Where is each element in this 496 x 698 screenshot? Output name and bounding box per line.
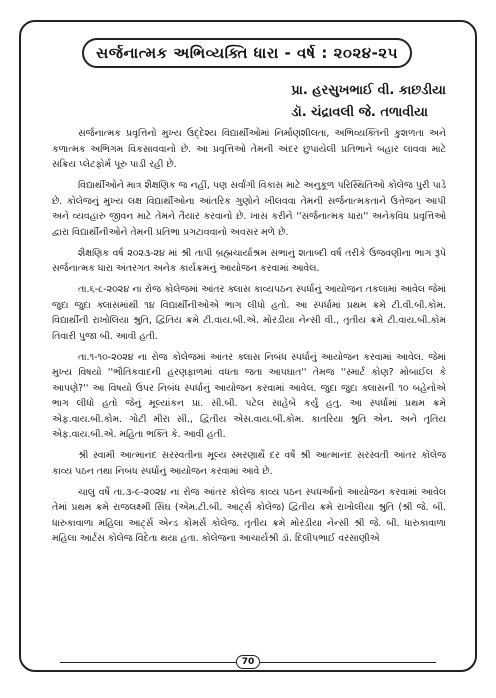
paragraph-4: તા.૬-૮-૨૦૨૪ ના રોજ કોલેજમાં આંતર ક્લાસ કાવ્યપઠન સ્પર્ધાનું આયોજન તકલામાં આવેલ જેમાં જુદા જુદા ક્લાસમાંથી ૧૪ વિદ્યાર્થીનીઓએ ભાગ લીધો હતો. આ સ્પર્ધામાં પ્રથમ ક્રમે ટી.વી.બી.કોમ. વિદ્યાર્થીની રાખોલિયા શ્રુતિ, દ્વિતિય ક્રમે ટી.વાય.બી.એ. મોરડીયા નેન્સી વી., તૃતીય ક્રમે ટી.વાય.બી.કોમ તિવારી પુજા બી. આવી હતી. bbox=[52, 284, 446, 342]
paragraph-2: વિદ્યાર્થીઓને માત્ર શૈક્ષણિક જ નહીં, પણ સર્વાંગી વિકાસ માટે અનુકૂળ પરિસ્થિતિઓ કોલેજ પુરી પાડે છે. કોલેજનું મુખ્ય લક્ષ વિદ્યાર્થીઓના આંતરિક ગુણોને ખીલવવા તેમની સર્જનાત્મકતાને ઉત્તેજન આપી અને વ્યવહારુ જીવન માટે તેમને તૈયાર કરવાનો છે. ખાસ કરીને ''સર્જનાત્મક ધારા'' અનેકવિધ પ્રવૃત્તિઓ દ્વારા વિદ્યાર્થીનીઓને તેમની પ્રતિભા પ્રગટાવવાનો અવસર મળે છે. bbox=[52, 180, 446, 238]
paragraph-5: તા.૧-૧૦-૨૦૨૪ ના રોજ કોલેજમાં આંતર ક્લાસ નિબંધ સ્પર્ધાનું આયોજન કરવામાં આવેલ. જેમાં મુખ્ય વિષયો ''ભૌતિકવાદની હરણફાળમાં વધતા જતા આપઘાત'' તેમજ ''સ્માર્ટ કોણ? મોબાઈલ કે આપણે?'' આ વિષયો ઉપર નિબંધ સ્પર્ધાનું આયોજન કરવામાં આવેલ. જુદા જુદા ક્લાસની ૧૦ બહેનોએ ભાગ લીધો હતો જેનું મૂલ્યાંકન પ્રા. સી.બી. પટેલ સાહેબે કર્યું હતુ. આ સ્પર્ધામાં પ્રથમ ક્રમે એફ.વાય.બી.કોમ. ગોટી મીરા સી., દ્વિતીય એસ.વાય.બી.કોમ. કાતરિયા શ્રુતિ એન. અને તૃતિય એફ.વાય.બી.એ. મહિતા ભક્તિ કે. આવી હતી. bbox=[52, 351, 446, 440]
paragraph-7: ચાલુ વર્ષે તા.૩-૯-૨૦૨૪ ના રોજ આંતર કોલેજ કાવ્ય પઠન સ્પધર્આનો આયોજન કરવામાં આવેલ તેમાં પ્રથમ ક્રમે રાજલક્ષ્મી સિંઘ (એમ.ટી.બી. આર્ટ્સ કોલેજ) દ્વિતીય ક્રમે રાખોલીયા શ્રુતિ (શ્રી જે. બી. ધારુકાવાળા મહિલા આર્ટ્સ એન્ડ કોમર્સ કોલેજ. તૃતીય ક્રમે મોરડીયા નેન્સી શ્રી જે. બી. ધારુકાવાળા મહિલા આર્ટસ કોલેજ વિદેતા થયા હતા. કોલેજના આચાર્યશ્રી ડૉ. દિલીપભાઈ વરસાણીએ bbox=[52, 486, 446, 544]
paragraph-3: શૈક્ષણિક વર્ષ ૨૦૨૩-૨૪ માં શ્રી તાપી બ્રહ્મચાર્યાશ્રમ સભાનું શતાબ્દી વર્ષ તરીકે ઉજવણીના ભાગ રૂપે સર્જનાત્મક ધારા અંતરગત અનેક કાર્યક્રમનું આયોજન કરવામાં આવેલ. bbox=[52, 247, 446, 274]
paragraph-1: સર્જનાત્મક પ્રવૃત્તિનો મુખ્ય ઉદ્દેશ્ય વિદ્યાર્થીઓમાં નિર્માણશીલતા, અભિવ્યક્તિની કુશળતા અને કળાત્મક અભિગમ વિકસાવવાનો છે. આ પ્રવૃત્તિઓ તેમની અંદર છુપાયેલી પ્રતિભાને બહાર લાવવા માટે સક્રિય પ્લેટફોર્મ પૂરુ પાડી રહી છે. bbox=[52, 128, 446, 170]
author-1: પ્રા. હરસુખભાઈ વી. કાછડીયા bbox=[291, 83, 446, 98]
page-number bbox=[236, 655, 260, 669]
article-body bbox=[52, 126, 446, 552]
title-text: સર્જનાત્મક અભિવ્યક્તિ ધારા - વર્ષ : ૨૦૨૪-૨૫ bbox=[96, 44, 398, 62]
page-title bbox=[82, 38, 412, 68]
page-number-text: 70 bbox=[241, 657, 255, 667]
author-2: ડૉ. ચંદ્રાવલી જે. તળાવીયા bbox=[291, 105, 428, 120]
author-block bbox=[291, 80, 446, 124]
paragraph-6: શ્રી સ્વામી આત્માનંદ સરસ્વતીના મૂલ્ય સ્મરણાર્થે દર વર્ષે શ્રી આત્માનંદ સરસ્વતી આંતર કોલેજ કાવ્ય પઠન તથા નિબંધ સ્પર્ધાનું આયોજન કરવામાં આવે છે. bbox=[52, 450, 446, 477]
